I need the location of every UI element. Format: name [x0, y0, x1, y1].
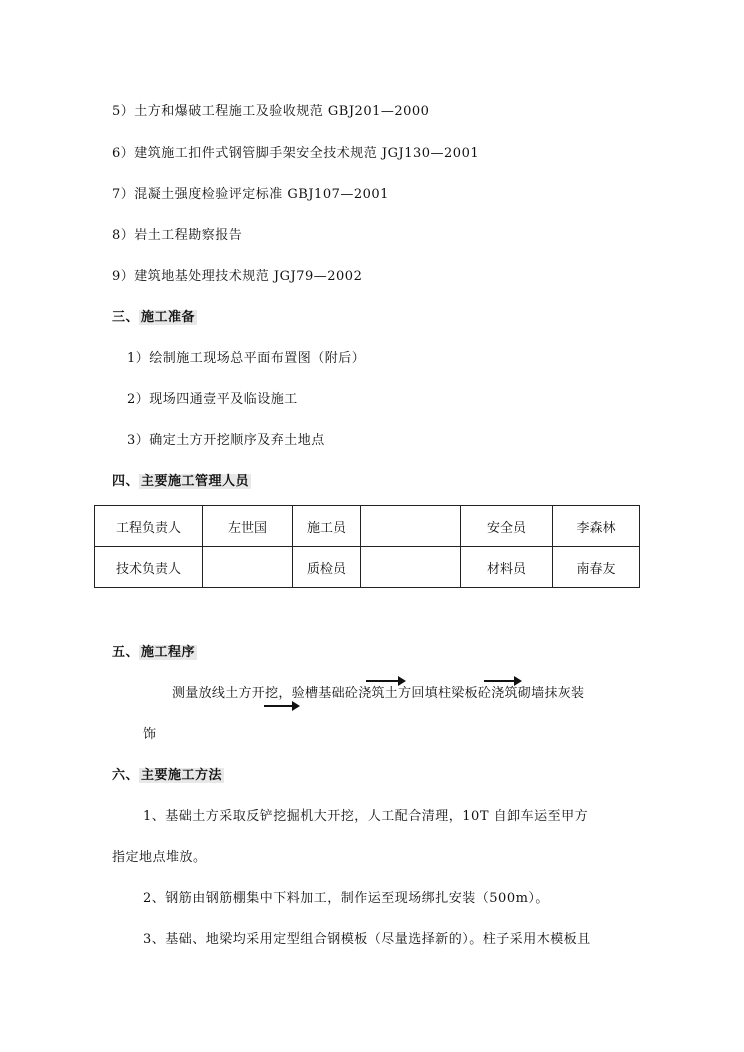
flow-arrow-icon — [484, 680, 520, 682]
procedure-flow-continued: 饰 — [143, 727, 157, 742]
section-heading-staff — [112, 470, 251, 489]
table-cell: 工程负责人 — [95, 506, 203, 547]
section-title: 施工程序 — [141, 645, 196, 660]
section-heading-preparation — [112, 306, 197, 325]
table-cell: 材料员 — [461, 547, 553, 588]
section-number: 三、 — [112, 310, 140, 325]
section-number: 六、 — [112, 768, 140, 783]
table-cell: 李森林 — [553, 506, 640, 547]
procedure-flow: 测量放线土方开挖，验槽基础砼浇筑土方回填柱梁板砼浇筑砌墙抹灰装 — [172, 686, 585, 701]
section-title: 主要施工管理人员 — [141, 474, 250, 489]
method-paragraph: 3、基础、地梁均采用定型组合钢模板（尽量选择新的）。柱子采用木模板且 — [143, 932, 591, 947]
section-title: 主要施工方法 — [141, 768, 223, 783]
section-heading-methods — [112, 764, 224, 783]
reference-item: 9）建筑地基处理技术规范 JGJ79—2002 — [112, 269, 363, 284]
flow-arrow-icon — [264, 705, 298, 707]
preparation-item: 3）确定土方开挖顺序及弃土地点 — [127, 433, 325, 448]
table-cell: 技术负责人 — [95, 547, 203, 588]
section-number: 五、 — [112, 645, 140, 660]
reference-item: 7）混凝土强度检验评定标准 GBJ107—2001 — [112, 187, 389, 202]
reference-item: 5）土方和爆破工程施工及验收规范 GBJ201—2000 — [112, 104, 430, 119]
table-cell: 施工员 — [293, 506, 361, 547]
reference-item: 8）岩土工程勘察报告 — [112, 228, 243, 243]
method-paragraph-continued: 指定地点堆放。 — [112, 850, 207, 865]
method-paragraph: 1、基础土方采取反铲挖掘机大开挖，人工配合清理，10T 自卸车运至甲方 — [143, 809, 589, 824]
table-cell — [361, 547, 461, 588]
table-cell: 南春友 — [553, 547, 640, 588]
table-row — [95, 506, 640, 547]
staff-table — [94, 505, 640, 588]
table-cell: 质检员 — [293, 547, 361, 588]
table-cell — [203, 547, 293, 588]
table-cell — [361, 506, 461, 547]
section-heading-procedure — [112, 641, 197, 660]
preparation-item: 2）现场四通壹平及临设施工 — [127, 392, 298, 407]
reference-item: 6）建筑施工扣件式钢管脚手架安全技术规范 JGJ130—2001 — [112, 146, 480, 161]
section-title: 施工准备 — [141, 310, 196, 325]
method-paragraph: 2、钢筋由钢筋棚集中下料加工，制作运至现场绑扎安装（500m）。 — [143, 891, 549, 906]
table-cell: 安全员 — [461, 506, 553, 547]
table-row — [95, 547, 640, 588]
section-number: 四、 — [112, 474, 140, 489]
preparation-item: 1）绘制施工现场总平面布置图（附后） — [127, 351, 366, 366]
table-cell: 左世国 — [203, 506, 293, 547]
flow-arrow-icon — [366, 680, 404, 682]
